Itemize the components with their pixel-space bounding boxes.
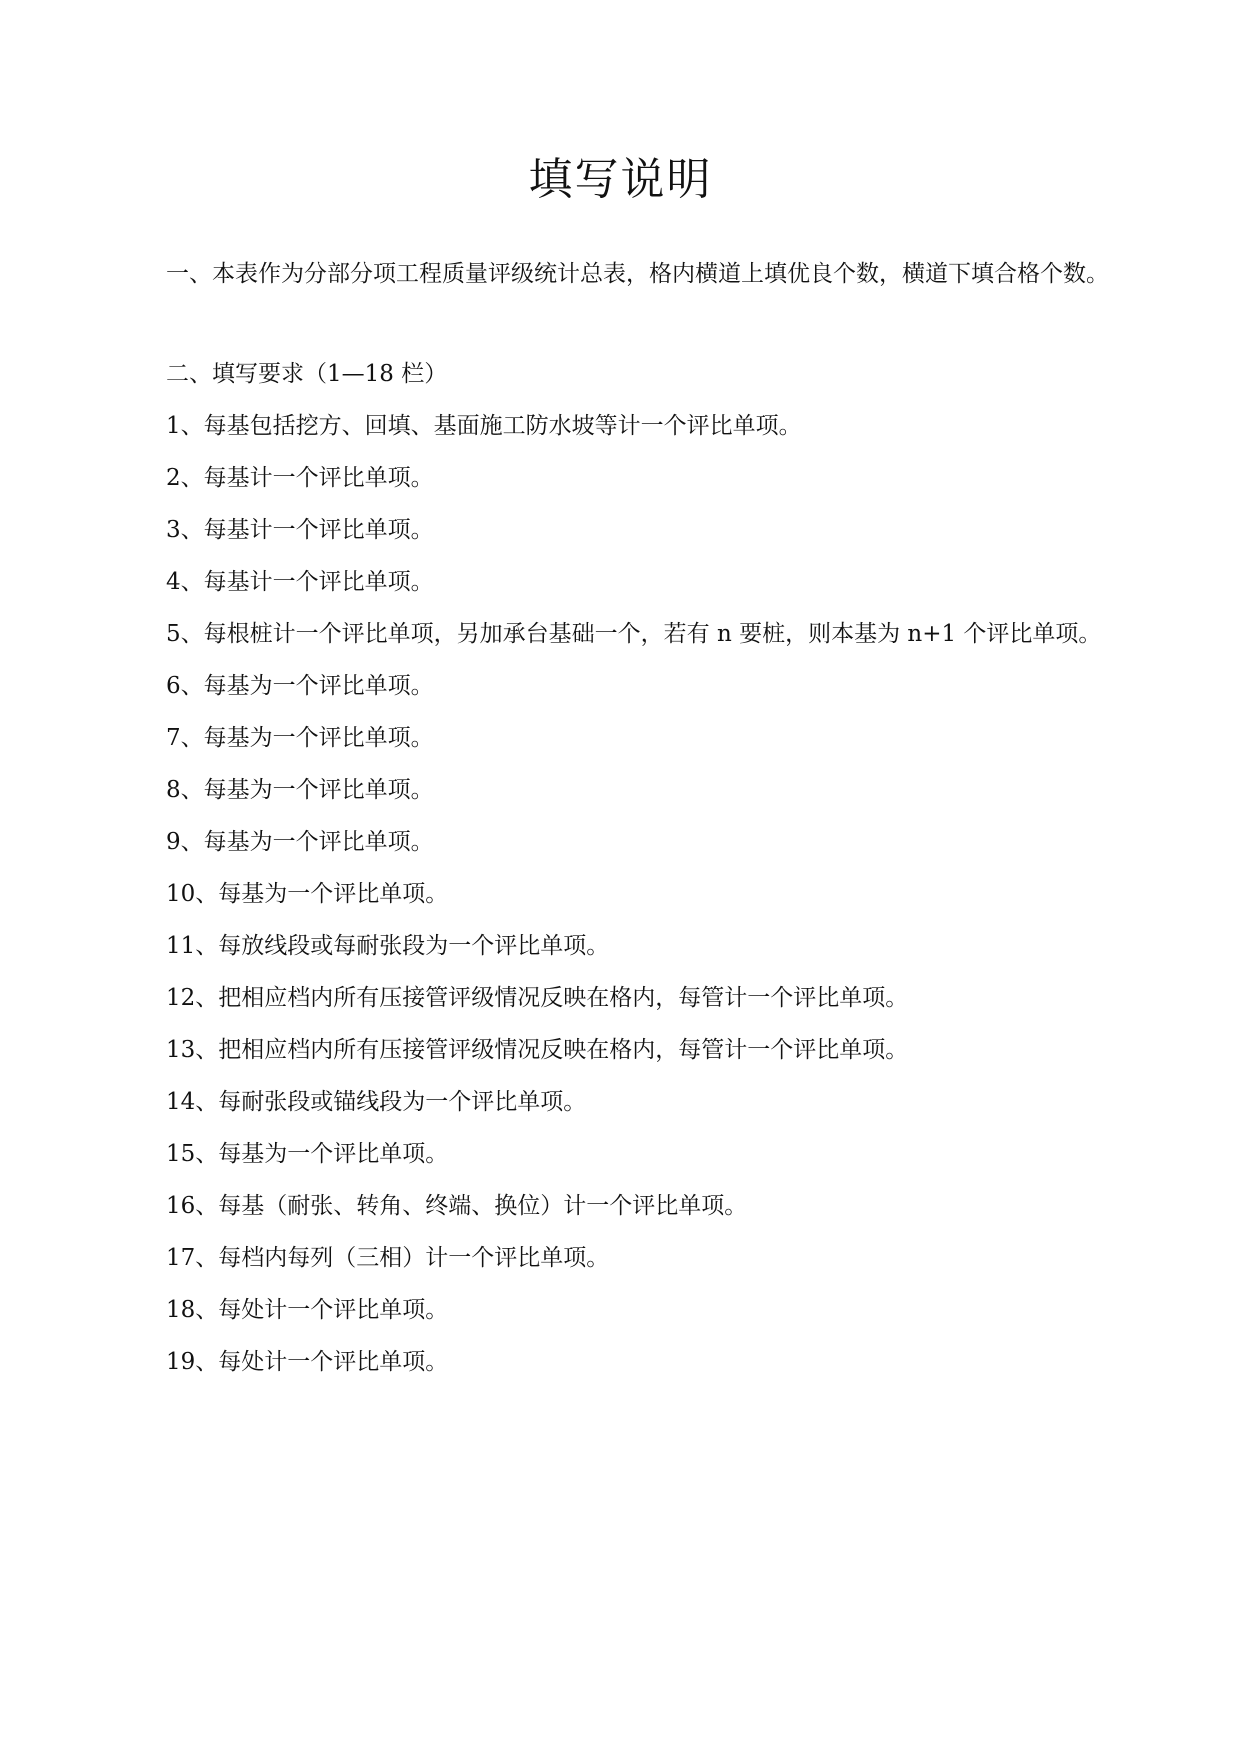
instruction-item: 1、每基包括挖方、回填、基面施工防水坡等计一个评比单项。 — [166, 413, 802, 439]
instruction-item: 10、每基为一个评比单项。 — [166, 881, 449, 907]
instruction-item: 11、每放线段或每耐张段为一个评比单项。 — [166, 933, 610, 959]
instruction-item: 2、每基计一个评比单项。 — [166, 465, 434, 491]
instruction-item: 12、把相应档内所有压接管评级情况反映在格内，每管计一个评比单项。 — [166, 985, 909, 1011]
instruction-heading: 二、填写要求（1—18 栏） — [166, 361, 448, 387]
instruction-item: 4、每基计一个评比单项。 — [166, 569, 434, 595]
instruction-list — [166, 348, 1126, 1388]
instruction-item: 19、每处计一个评比单项。 — [166, 1349, 449, 1375]
instruction-item: 8、每基为一个评比单项。 — [166, 777, 434, 803]
instruction-item: 13、把相应档内所有压接管评级情况反映在格内，每管计一个评比单项。 — [166, 1037, 909, 1063]
instruction-item: 14、每耐张段或锚线段为一个评比单项。 — [166, 1089, 587, 1115]
instruction-item: 17、每档内每列（三相）计一个评比单项。 — [166, 1245, 610, 1271]
instruction-item: 7、每基为一个评比单项。 — [166, 725, 434, 751]
intro-paragraph: 一、本表作为分部分项工程质量评级统计总表，格内横道上填优良个数，横道下填合格个数。 — [166, 261, 1109, 287]
instruction-item: 16、每基（耐张、转角、终端、换位）计一个评比单项。 — [166, 1193, 748, 1219]
instruction-item: 6、每基为一个评比单项。 — [166, 673, 434, 699]
instruction-item: 9、每基为一个评比单项。 — [166, 829, 434, 855]
instruction-item: 5、每根桩计一个评比单项，另加承台基础一个，若有 n 要桩，则本基为 n+1 个评比单项。 — [166, 621, 1102, 647]
instruction-item: 15、每基为一个评比单项。 — [166, 1141, 449, 1167]
instruction-item: 18、每处计一个评比单项。 — [166, 1297, 449, 1323]
page-title: 填写说明 — [528, 154, 713, 205]
instruction-item: 3、每基计一个评比单项。 — [166, 517, 434, 543]
